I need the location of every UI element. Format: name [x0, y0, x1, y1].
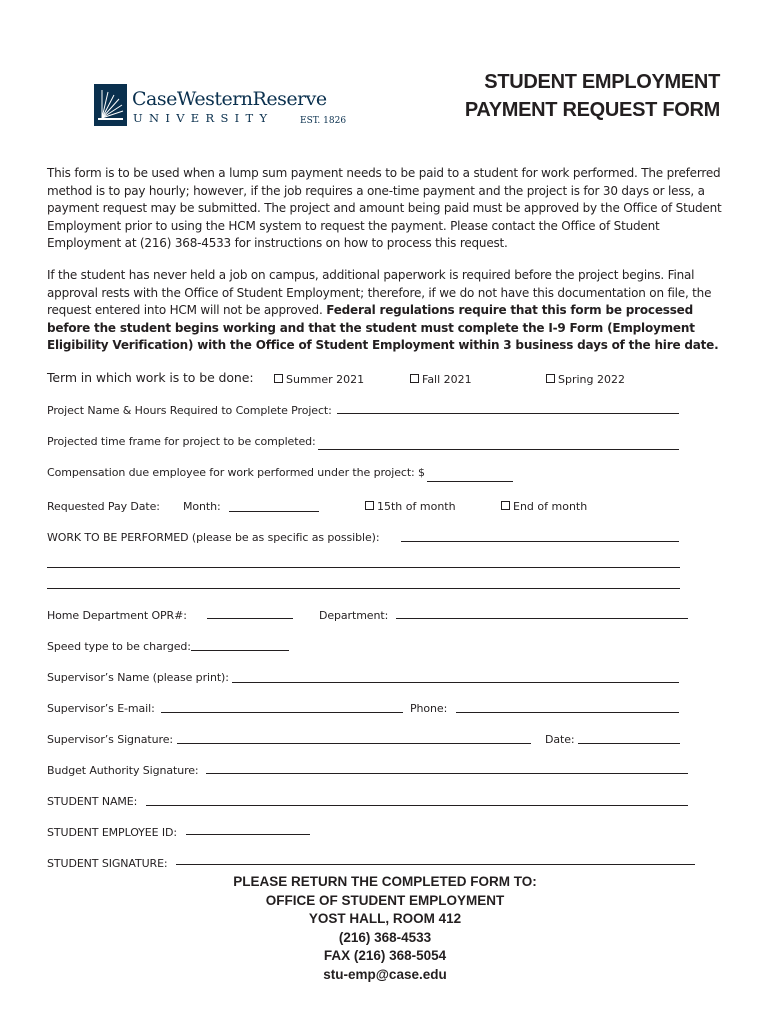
student-signature-field[interactable] — [176, 864, 695, 865]
student-signature-label: STUDENT SIGNATURE: — [47, 857, 168, 870]
supervisor-email-field[interactable] — [161, 712, 403, 713]
supervisor-signature-field[interactable] — [177, 743, 531, 744]
checkbox-icon — [501, 501, 510, 510]
logo-wordmark: CaseWesternReserve — [132, 88, 327, 110]
checkbox-label: End of month — [513, 500, 588, 513]
time-frame-field[interactable] — [318, 449, 679, 450]
office-email[interactable]: stu-emp@case.edu — [323, 966, 447, 982]
pay-date-label: Requested Pay Date: — [47, 500, 160, 513]
project-name-label: Project Name & Hours Required to Complete Project: — [47, 404, 332, 417]
checkbox-fall-2021[interactable] — [410, 373, 472, 387]
intro-paragraph-2 — [47, 267, 727, 355]
supervisor-name-field[interactable] — [232, 682, 679, 683]
university-logo — [94, 84, 347, 130]
supervisor-signature-label: Supervisor’s Signature: — [47, 733, 173, 746]
checkbox-icon — [365, 501, 374, 510]
student-name-label: STUDENT NAME: — [47, 795, 138, 808]
student-id-field[interactable] — [186, 834, 310, 835]
title-line-1: STUDENT EMPLOYMENT — [484, 71, 720, 93]
sunburst-logo-icon — [94, 84, 127, 126]
month-field[interactable] — [229, 511, 319, 512]
supervisor-email-label: Supervisor’s E-mail: — [47, 702, 155, 715]
work-performed-label: WORK TO BE PERFORMED (please be as specific as possible): — [47, 531, 380, 544]
office-address: YOST HALL, ROOM 412 — [308, 911, 462, 926]
checkbox-icon — [546, 374, 555, 383]
checkbox-label: Fall 2021 — [422, 373, 472, 386]
return-heading: PLEASE RETURN THE COMPLETED FORM TO: — [233, 874, 537, 889]
project-name-field[interactable] — [337, 413, 679, 414]
term-label: Term in which work is to be done: — [47, 370, 254, 385]
budget-signature-label: Budget Authority Signature: — [47, 764, 199, 777]
home-dept-field[interactable] — [207, 618, 293, 619]
speed-type-label: Speed type to be charged: — [47, 640, 191, 653]
return-instructions — [0, 873, 770, 984]
checkbox-icon — [274, 374, 283, 383]
checkbox-label: 15th of month — [377, 500, 456, 513]
phone-label: Phone: — [410, 702, 448, 715]
work-performed-field-2[interactable] — [47, 567, 680, 568]
office-phone: (216) 368-4533 — [338, 929, 432, 945]
office-fax: FAX (216) 368-5054 — [323, 948, 447, 963]
logo-subtitle: UNIVERSITY — [133, 111, 274, 125]
intro-paragraph-2-text: If the student has never held a job on campus, additional paperwork is required before the project begins. Final approval rests with the Office of Student Employment; therefore, if we do not have this documentation on file, the request entered into HCM will not be approved. — [47, 268, 712, 318]
month-label: Month: — [183, 500, 221, 513]
checkbox-spring-2022[interactable] — [546, 373, 625, 387]
compensation-field[interactable] — [427, 481, 513, 482]
time-frame-label: Projected time frame for project to be completed: — [47, 435, 316, 448]
budget-signature-field[interactable] — [206, 773, 688, 774]
department-label: Department: — [319, 609, 389, 622]
home-dept-label: Home Department OPR#: — [47, 609, 187, 622]
checkbox-end-of-month[interactable] — [501, 500, 587, 514]
logo-established: EST. 1826 — [300, 116, 347, 126]
checkbox-icon — [410, 374, 419, 383]
student-id-label: STUDENT EMPLOYEE ID: — [47, 826, 178, 839]
speed-type-field[interactable] — [191, 650, 289, 651]
federal-regulations-notice: Federal regulations require that this form be processed before the student begins working and that the student must complete the I-9 Form (Employment Eligibility Verification) with the Office of Student Employment within 3 business days of the hire date. — [47, 303, 719, 353]
checkbox-label: Summer 2021 — [286, 373, 365, 386]
date-label: Date: — [545, 733, 575, 746]
phone-field[interactable] — [456, 712, 679, 713]
title-line-2: PAYMENT REQUEST FORM — [464, 99, 720, 121]
work-performed-field-1[interactable] — [401, 541, 679, 542]
supervisor-name-label: Supervisor’s Name (please print): — [47, 671, 229, 684]
form-title — [465, 68, 720, 124]
department-field[interactable] — [396, 618, 688, 619]
checkbox-label: Spring 2022 — [558, 373, 625, 386]
work-performed-field-3[interactable] — [47, 588, 680, 589]
intro-paragraph-1: This form is to be used when a lump sum payment needs to be paid to a student for work performed. The preferred method is to pay hourly; however, if the job requires a one-time payment and the project is for 30 days or less, a payment request may be submitted. The project and amount being paid must be approved by the Office of Student Employment prior to using the HCM system to request the payment. Please contact the Office of Student Employment at (216) 368-4533 for instructions on how to process this request. — [47, 166, 722, 251]
student-name-field[interactable] — [146, 805, 688, 806]
checkbox-15th-of-month[interactable] — [365, 500, 456, 514]
date-field[interactable] — [578, 743, 680, 744]
compensation-label: Compensation due employee for work performed under the project: $ — [47, 466, 425, 479]
checkbox-summer-2021[interactable] — [274, 373, 364, 387]
office-name: OFFICE OF STUDENT EMPLOYMENT — [265, 892, 505, 908]
